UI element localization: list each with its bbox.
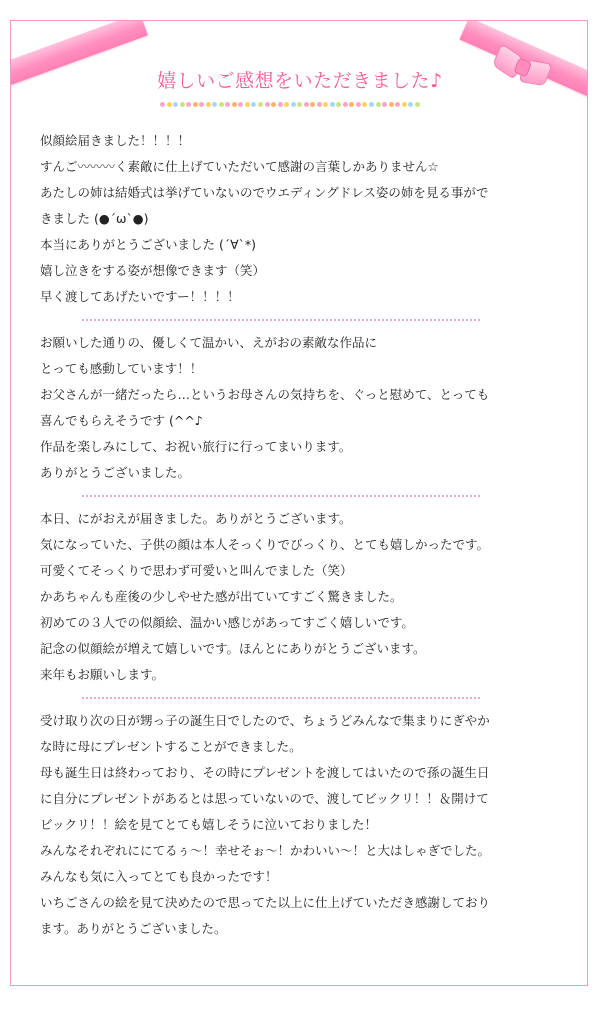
review-section	[40, 708, 546, 942]
review-line: 本日、にがおえが届きました。ありがとうございます。	[40, 511, 352, 526]
review-line: とっても感動しています！！	[40, 361, 203, 376]
title-dot	[291, 102, 296, 107]
title-dot	[395, 102, 400, 107]
title-dot	[323, 102, 328, 107]
title-dot	[284, 102, 289, 107]
review-line: ありがとうございました。	[40, 465, 191, 480]
title-dot	[173, 102, 178, 107]
title-dot	[376, 102, 381, 107]
title-dot	[180, 102, 185, 107]
review-line: お父さんが一緒だったら…というお母さんの気持ちを、ぐっと慰めて、とっても	[40, 387, 490, 402]
title-dot	[271, 102, 276, 107]
title-dot	[232, 102, 237, 107]
review-line: いちごさんの絵を見て決めたので思ってた以上に仕上げていただき感謝しており	[40, 895, 491, 910]
review-line: な時に母にプレゼントすることができました。	[40, 739, 302, 754]
review-section	[40, 128, 546, 310]
title-dot	[415, 102, 420, 107]
review-line: 作品を楽しみにして、お祝い旅行に行ってまいります。	[40, 439, 352, 454]
title-dot	[382, 102, 387, 107]
review-line: かあちゃんも産後の少しやせた感が出ていてすごく驚きました。	[40, 589, 403, 604]
review-line: お願いした通りの、優しくて温かい、えがおの素敵な作品に	[40, 335, 378, 350]
title-dot	[258, 102, 263, 107]
title-dot	[317, 102, 322, 107]
title-dot	[278, 102, 283, 107]
review-line: 気になっていた、子供の顔は本人そっくりでびっくり、とても嬉しかったです。	[40, 537, 490, 552]
review-line: 初めての３人での似顔絵、温かい感じがあってすごく嬉しいです。	[40, 615, 414, 630]
review-line: きました (●´ω`●)	[40, 211, 149, 226]
title-dot	[160, 102, 165, 107]
review-separator	[82, 319, 480, 321]
title-dot	[402, 102, 407, 107]
review-line: 嬉し泣きをする姿が想像できます（笑）	[40, 263, 266, 278]
title-dot	[245, 102, 250, 107]
review-line: 母も誕生日は終わっており、その時にプレゼントを渡してはいたので孫の誕生日	[40, 765, 490, 780]
title-dot	[251, 102, 256, 107]
title-dot	[362, 102, 367, 107]
title-dot	[349, 102, 354, 107]
review-line: 記念の似顔絵が増えて嬉しいです。ほんとにありがとうございます。	[40, 641, 426, 656]
title-dot-divider	[160, 100, 420, 108]
title-dot	[206, 102, 211, 107]
title-dot	[238, 102, 243, 107]
review-line: 喜んでもらえそうです (^^♪	[40, 413, 203, 428]
reviews-container	[40, 128, 546, 942]
review-line: 来年もお願いします。	[40, 667, 165, 682]
review-line: みんなそれぞれににてるぅ〜！幸せそぉ〜！かわいい〜！と大はしゃぎでした。	[40, 843, 491, 858]
title-dot	[219, 102, 224, 107]
review-line: 早く渡してあげたいですー！！！！	[40, 289, 240, 304]
review-separator	[82, 495, 480, 497]
review-line: に自分にプレゼントがあるとは思っていないので、渡してビックリ！！＆開けて	[40, 791, 489, 806]
review-line: すんご〰〰〰く素敵に仕上げていただいて感謝の言葉しかありません☆	[40, 159, 439, 174]
title-dot	[186, 102, 191, 107]
title-dot	[167, 102, 172, 107]
title-dot	[225, 102, 230, 107]
title-dot	[389, 102, 394, 107]
review-line: 受け取り次の日が甥っ子の誕生日でしたので、ちょうどみんなで集まりにぎやか	[40, 713, 490, 728]
review-line: みんなも気に入ってとても良かったです！	[40, 869, 278, 884]
title-dot	[304, 102, 309, 107]
review-section	[40, 506, 546, 688]
title-dot	[330, 102, 335, 107]
title-dot	[343, 102, 348, 107]
title-dot	[356, 102, 361, 107]
title-dot	[212, 102, 217, 107]
review-separator	[82, 697, 480, 699]
title-dot	[199, 102, 204, 107]
title-dot	[369, 102, 374, 107]
review-line: ます。ありがとうございました。	[40, 921, 227, 936]
review-line: あたしの姉は結婚式は挙げていないのでウエディングドレス姿の姉を見る事がで	[40, 185, 489, 200]
page-title: 嬉しいご感想をいただきました♪	[157, 70, 443, 92]
review-line: ビックリ！！絵を見てとても嬉しそうに泣いておりました！	[40, 817, 378, 832]
review-line: 似顔絵届きました！！！！	[40, 133, 191, 148]
review-line: 本当にありがとうございました (´∀`*)	[40, 237, 257, 252]
title-dot	[265, 102, 270, 107]
title-dot	[297, 102, 302, 107]
title-dot	[336, 102, 341, 107]
title-dot	[310, 102, 315, 107]
title-dot	[408, 102, 413, 107]
review-section	[40, 330, 546, 486]
title-dot	[193, 102, 198, 107]
review-line: 可愛くてそっくりで思わず可愛いと叫んでました（笑）	[40, 563, 353, 578]
